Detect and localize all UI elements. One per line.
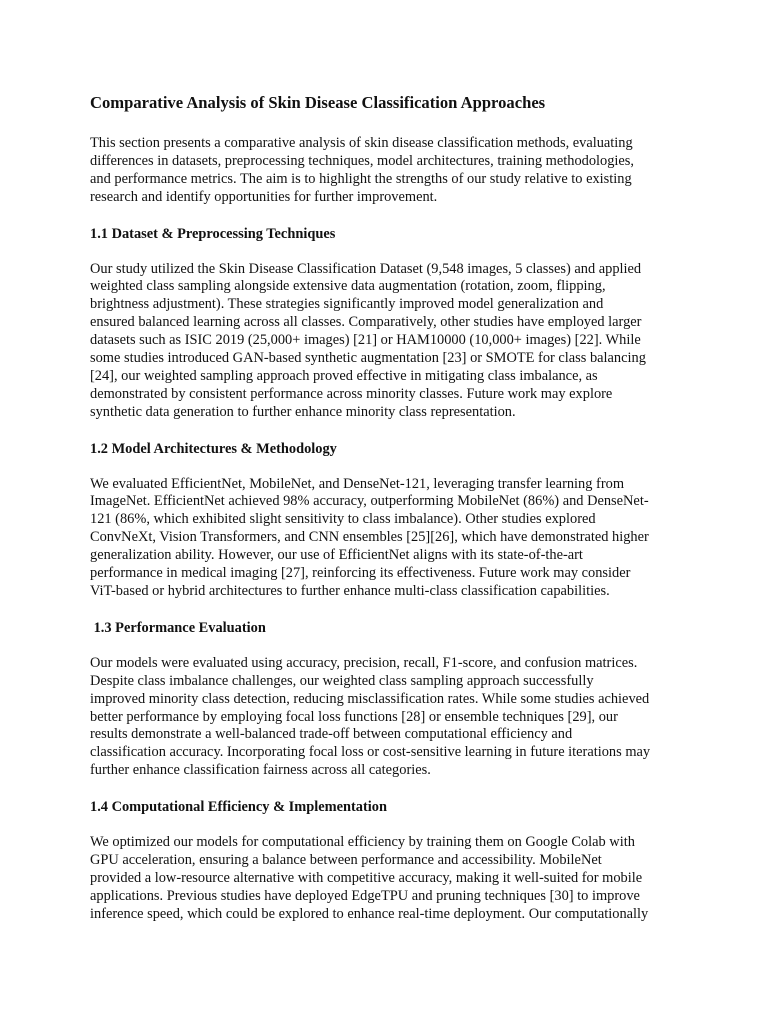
intro-paragraph xyxy=(90,135,680,207)
paragraph-line: research and identify opportunities for further improvement. xyxy=(90,188,438,205)
paragraph-line: classification accuracy. Incorporating focal loss or cost-sensitive learning in future iterations may xyxy=(90,744,651,761)
paragraph-line: GPU acceleration, ensuring a balance between performance and accessibility. MobileNet xyxy=(90,851,602,868)
paragraph-line: inference speed, which could be explored to enhance real-time deployment. Our computationally xyxy=(90,905,649,922)
paragraph-line: ViT-based or hybrid architectures to further enhance multi-class classification capabilities. xyxy=(90,583,610,599)
paragraph-line: synthetic data generation to further enhance minority class representation. xyxy=(90,403,516,420)
paragraph-line: brightness adjustment). These strategies significantly improved model generalization and xyxy=(90,296,604,313)
paragraph-line: improved minority class detection, reducing misclassification rates. While some studies achieved xyxy=(90,690,650,707)
paragraph-line: further enhance classification fairness across all categories. xyxy=(90,762,431,779)
paragraph-line: 121 (86%, which exhibited slight sensitivity to class imbalance). Other studies explored xyxy=(90,511,596,528)
section-heading-architectures: 1.2 Model Architectures & Methodology xyxy=(90,440,337,457)
document-body xyxy=(90,92,680,941)
paragraph-line: [24], our weighted sampling approach proved effective in mitigating class imbalance, as xyxy=(90,367,598,384)
section-heading-dataset: 1.1 Dataset & Preprocessing Techniques xyxy=(90,225,336,242)
paragraph-line: demonstrated by consistent performance across minority classes. Future work may explore xyxy=(90,385,613,402)
section-paragraph-performance xyxy=(90,655,680,780)
paragraph-line: Despite class imbalance challenges, our weighted class sampling approach successfully xyxy=(90,672,594,689)
section-paragraph-dataset xyxy=(90,261,680,422)
section-paragraph-architectures xyxy=(90,476,680,601)
section-heading-performance: 1.3 Performance Evaluation xyxy=(90,619,266,636)
paragraph-line: and performance metrics. The aim is to highlight the strengths of our study relative to existing xyxy=(90,170,632,187)
paragraph-line: provided a low-resource alternative with competitive accuracy, making it well-suited for mobile xyxy=(90,869,643,886)
paragraph-line: ensured balanced learning across all classes. Comparatively, other studies have employed larger xyxy=(90,314,642,331)
paragraph-line: differences in datasets, preprocessing techniques, model architectures, training methodologies, xyxy=(90,152,635,169)
paragraph-line: Our study utilized the Skin Disease Classification Dataset (9,548 images, 5 classes) and applied xyxy=(90,260,642,277)
paragraph-line: ImageNet. EfficientNet achieved 98% accuracy, outperforming MobileNet (86%) and DenseNet- xyxy=(90,493,649,510)
paragraph-line: some studies introduced GAN-based synthetic augmentation [23] or SMOTE for class balancing xyxy=(90,350,646,367)
paragraph-line: datasets such as ISIC 2019 (25,000+ images) [21] or HAM10000 (10,000+ images) [22]. While xyxy=(90,332,641,349)
section-heading-efficiency: 1.4 Computational Efficiency & Implementation xyxy=(90,799,387,816)
paragraph-line: ConvNeXt, Vision Transformers, and CNN ensembles [25][26], which have demonstrated higher xyxy=(90,529,649,546)
paragraph-line: Our models were evaluated using accuracy, precision, recall, F1-score, and confusion matrices. xyxy=(90,654,638,671)
paragraph-line: performance in medical imaging [27], reinforcing its effectiveness. Future work may consider xyxy=(90,565,631,582)
paragraph-line: applications. Previous studies have deployed EdgeTPU and pruning techniques [30] to improve xyxy=(90,887,640,904)
paragraph-line: We evaluated EfficientNet, MobileNet, and DenseNet-121, leveraging transfer learning from xyxy=(90,475,625,492)
paragraph-line: We optimized our models for computational efficiency by training them on Google Colab with xyxy=(90,834,635,851)
section-paragraph-efficiency xyxy=(90,834,680,924)
document-title: Comparative Analysis of Skin Disease Classification Approaches xyxy=(90,93,546,112)
paragraph-line: results demonstrate a well-balanced trade-off between computational efficiency and xyxy=(90,726,573,743)
paragraph-line: generalization ability. However, our use of EfficientNet aligns with its state-of-the-art xyxy=(90,547,583,564)
paragraph-line: weighted class sampling alongside extensive data augmentation (rotation, zoom, flipping, xyxy=(90,278,606,295)
paragraph-line: This section presents a comparative analysis of skin disease classification methods, evaluating xyxy=(90,135,633,151)
paragraph-line: better performance by employing focal loss functions [28] or ensemble techniques [29], our xyxy=(90,708,618,725)
